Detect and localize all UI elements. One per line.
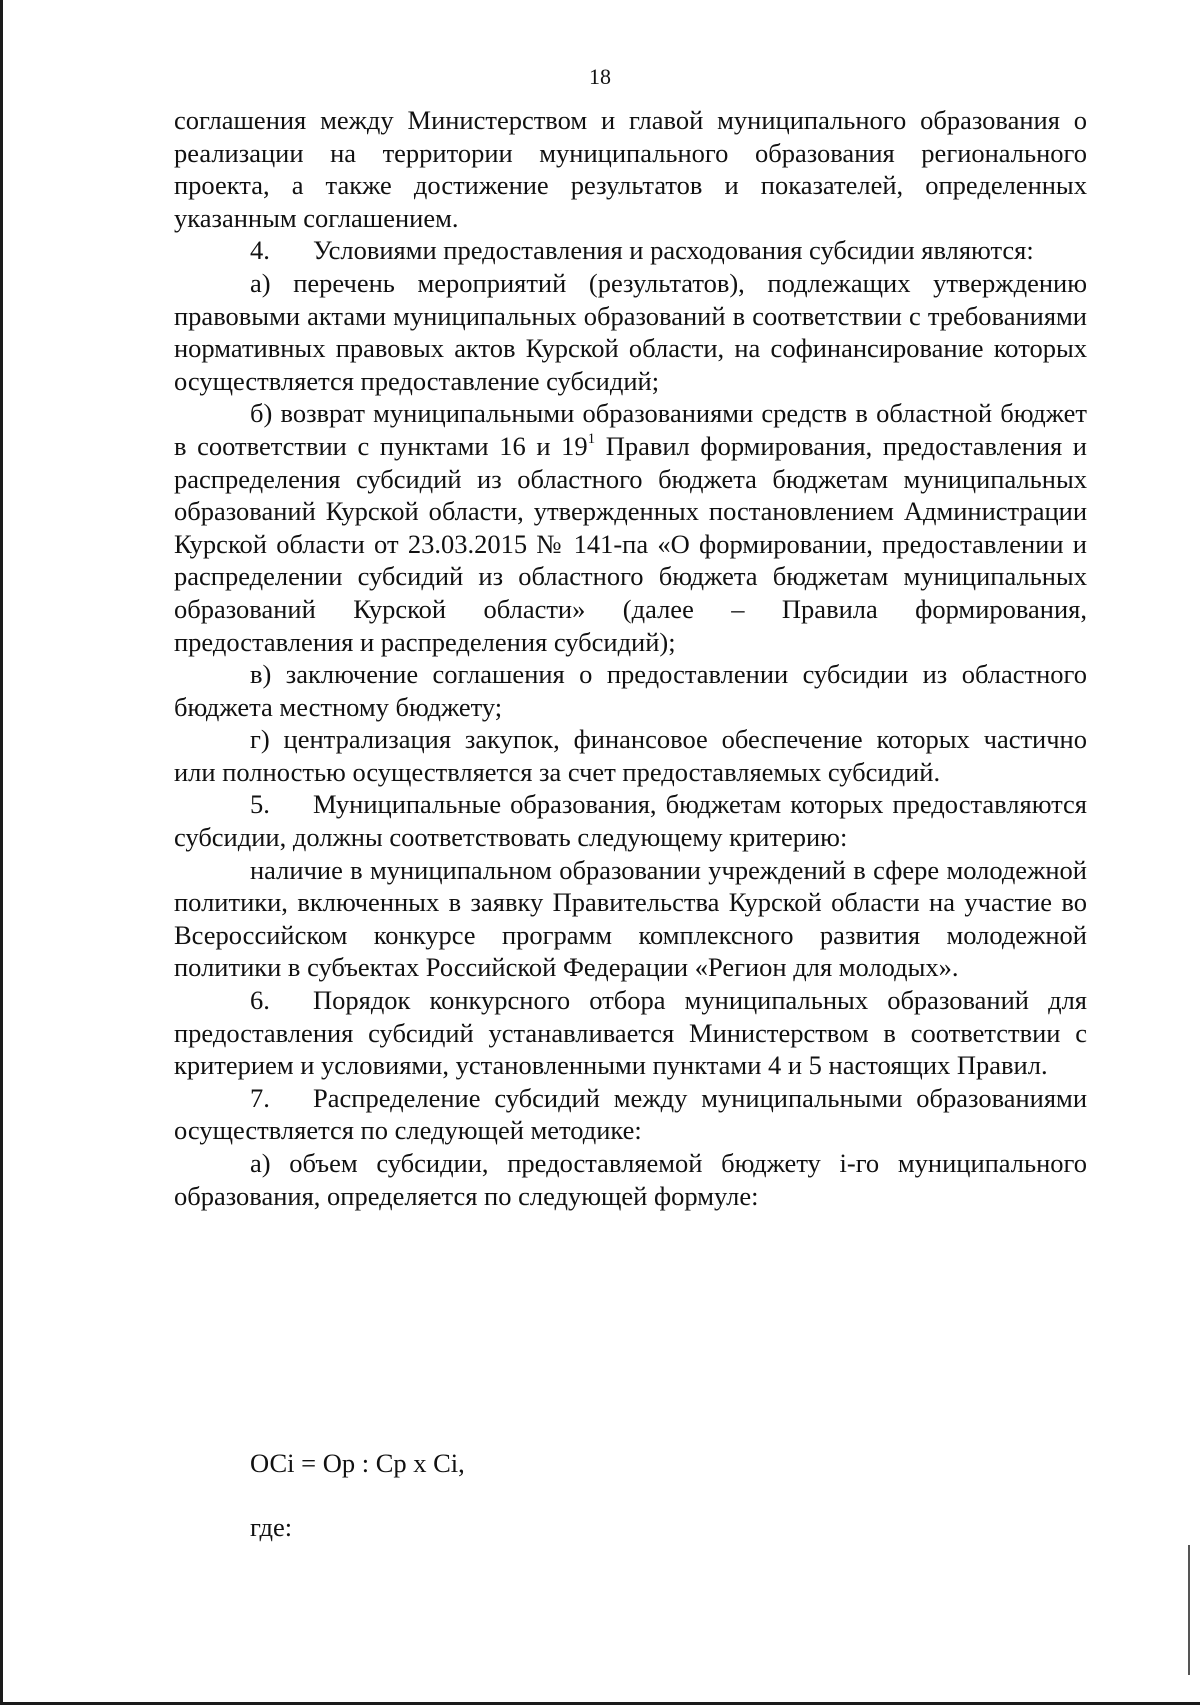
paragraph-4b-part1: б) возврат муниципальными образованиями средств в областной бюджет в соответствии с пунктами 16 и 19 (174, 398, 1087, 461)
paragraph-5-text: Муниципальные образования, бюджетам которых предоставляются субсидии, должны соответствовать следующему критерию: (174, 789, 1087, 853)
paragraph-6 (174, 984, 1087, 1082)
paragraph-4-number: 4. (250, 235, 270, 266)
where-label: где: (250, 1512, 293, 1542)
paragraph-4v: в) заключение соглашения о предоставлении субсидии из областного бюджета местному бюджету; (174, 659, 1087, 722)
page-number: 18 (589, 64, 611, 89)
paragraph-7-text: Распределение субсидий между муниципальными образованиями осуществляется по следующей методике: (174, 1082, 1087, 1146)
paragraph-5 (174, 788, 1087, 853)
paragraph-4a: а) перечень мероприятий (результатов), подлежащих утверждению правовыми актами муниципальных образований в соответствии с требованиями нормативных правовых актов Курской области, на софинансирование которых осуществляется предоставление субсидий; (174, 267, 1087, 396)
paragraph-4g: г) централизация закупок, финансовое обеспечение которых частично или полностью осуществляется за счет предоставляемых субсидий. (174, 724, 1087, 787)
scan-border-left (0, 0, 3, 1705)
paragraph-4-text: Условиями предоставления и расходования субсидии являются: (313, 235, 1034, 266)
paragraph-7-number: 7. (250, 1082, 270, 1113)
paragraph-7a: а) объем субсидии, предоставляемой бюджету i-го муниципального образования, определяется по следующей формуле: (174, 1148, 1087, 1211)
paragraph-4 (174, 234, 1087, 267)
paragraph-6-number: 6. (250, 985, 270, 1016)
paragraph-4b (174, 397, 1087, 658)
paragraph-6-text: Порядок конкурсного отбора муниципальных образований для предоставления субсидий устанавливается Министерством в соответствии с критерием и условиями, установленными пунктами 4 и 5 настоящих Правил. (174, 985, 1087, 1081)
formula: ОСi = Ор : Ср х Сi, (250, 1448, 465, 1478)
paragraph-continuation: соглашения между Министерством и главой муниципального образования о реализации на территории муниципального образования регионального проекта, а также достижение результатов и показателей, определенных указанным соглашением. (174, 105, 1087, 233)
paragraph-7 (174, 1082, 1087, 1147)
paragraph-4b-part2: Правил формирования, предоставления и распределения субсидий из областного бюджета бюджетам муниципальных образований Курской области, утвержденных постановлением Администрации Курской области от 23.03.2015 № 141-па «О формировании, предоставлении и распределении субсидий из областного бюджета бюджетам муниципальных образований Курской области» (далее – Правила формирования, предоставления и распределения субсидий); (174, 430, 1087, 657)
scan-mark-right (1188, 1545, 1190, 1675)
document-body (174, 104, 1087, 1212)
paragraph-5-number: 5. (250, 789, 270, 820)
footnote-superscript: 1 (587, 430, 596, 447)
paragraph-5-criterion: наличие в муниципальном образовании учреждений в сфере молодежной политики, включенных в заявку Правительства Курской области на участие во Всероссийском конкурсе программ комплексного развития молодежной политики в субъектах Российской Федерации «Регион для молодых». (174, 854, 1087, 983)
